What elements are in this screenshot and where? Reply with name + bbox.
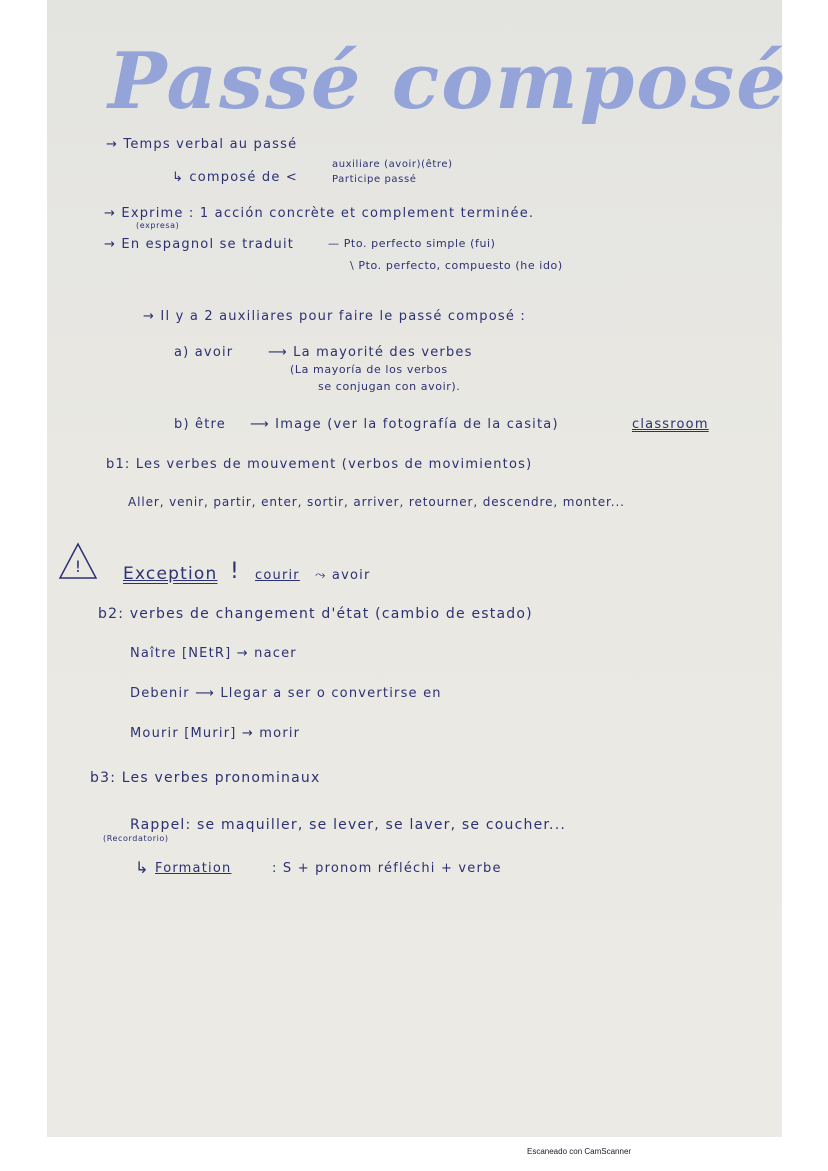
note-line: : S + pronom réfléchi + verbe	[272, 861, 502, 876]
scanner-footer: Escaneado con CamScanner	[527, 1147, 632, 1156]
note-line: → Exprime : 1 acción concrète et complement terminée.	[104, 206, 535, 221]
note-annotation: se conjugan con avoir).	[318, 380, 461, 393]
note-heading: b2: verbes de changement d'état (cambio de estado)	[98, 606, 533, 622]
svg-text:!: !	[74, 557, 82, 576]
page-title: Passé composé	[108, 36, 788, 127]
note-line: auxiliare (avoir)(être)	[332, 159, 453, 170]
note-heading: b1: Les verbes de mouvement (verbos de movimientos)	[106, 457, 533, 472]
note-line: — Pto. perfecto simple (fui)	[328, 237, 496, 250]
formation-arrow: ↳	[135, 858, 150, 877]
note-annotation: (Recordatorio)	[103, 834, 169, 843]
formation-label: Formation	[155, 861, 232, 876]
note-line: → Temps verbal au passé	[106, 137, 298, 152]
note-heading: b3: Les verbes pronominaux	[90, 770, 321, 786]
note-annotation: (expresa)	[136, 221, 180, 230]
note-line: ⟶ La mayorité des verbes	[268, 345, 473, 360]
exception-heading: Exception	[123, 564, 218, 584]
note-line: ↳ composé de <	[172, 170, 298, 185]
note-line: ⤳ avoir	[315, 568, 371, 583]
note-line: Naître [NEtR] → nacer	[130, 646, 297, 661]
note-line: courir	[255, 568, 300, 583]
note-label: b) être	[174, 417, 227, 432]
note-line: → Il y a 2 auxiliares pour faire le passé composé :	[143, 309, 526, 324]
exclamation-mark: !	[230, 559, 241, 584]
note-line: Rappel: se maquiller, se lever, se laver, se coucher...	[130, 817, 567, 833]
warning-icon	[58, 542, 98, 580]
note-line: → En espagnol se traduit	[104, 237, 295, 252]
note-line: Debenir ⟶ Llegar a ser o convertirse en	[130, 686, 442, 701]
classroom-reference: classroom	[632, 417, 709, 432]
note-annotation: (La mayoría de los verbos	[290, 363, 448, 376]
note-line: ⟶ Image (ver la fotografía de la casita)	[250, 417, 559, 432]
note-line: Mourir [Murir] → morir	[130, 726, 301, 741]
note-label: a) avoir	[174, 345, 234, 360]
note-line: Aller, venir, partir, enter, sortir, arriver, retourner, descendre, monter...	[128, 495, 625, 509]
note-line: Participe passé	[332, 174, 417, 185]
note-line: \ Pto. perfecto, compuesto (he ido)	[350, 259, 563, 272]
